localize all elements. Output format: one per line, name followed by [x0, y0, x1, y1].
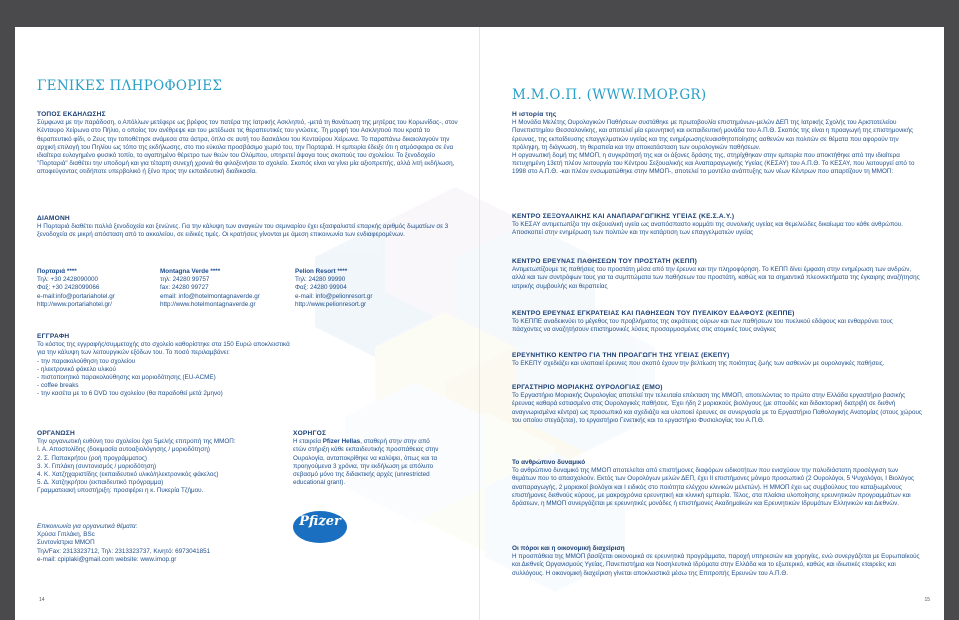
document-spread	[15, 27, 944, 620]
finance-text: Η προσπάθεια της ΜΜΟΠ βασίζεται οικονομικά σε ερευνητικά προγράμματα, παροχή υπηρεσιών και χορηγίες, ενώ συνεργάζεται με Ευρωπαϊκούς και Διεθνείς Οργανισμούς Υγείας, Πανεπιστήμια και Νοσηλευτικά Ιδρύματα στην Ελλάδα και το εξωτερικό, καθώς και ιδιωτικές εταιρείες και συλλόγους. Η οικονομική διαχείριση γίνεται αποκλειστικά μέσω της Επιτροπής Ερευνών του Α.Π.Θ.	[512, 553, 920, 577]
center-heading: ΚΕΝΤΡΟ ΕΡΕΥΝΑΣ ΠΑΘΗΣΕΩΝ ΤΟΥ ΠΡΟΣΤΑΤΗ (ΚΕΠΠ)	[512, 258, 698, 265]
hotel-name: Πορταριά ****	[37, 268, 77, 275]
sponsor-pre: Η εταιρεία	[293, 438, 323, 446]
hotel-fax: Φαξ: +30 2428099066	[37, 284, 100, 292]
center-text: Το Εργαστήριο Μοριακής Ουρολογίας αποτελεί την τελευταία επέκταση της ΜΜΟΠ, αποτελώντας το πρώτο στην Ελλάδα εργαστήριο βασικής έρευνας καθαρά εστιασμένο στις Ουρολογικές παθήσεις. Έχει ήδη 2 μοριακούς βιολόγους (με σπουδές και διδακτορική διατριβή σε διεθνή αναγνωρισμένα κέντρα) ως προσωπικό και σχεδιάζει και υλοποιεί έρευνες σε συνεργασία με το Εργαστήριο Παθολογικής Ανατομίας (στους χώρους του οποίου στεγάζεται), το εργαστήριο Γενετικής και το εργαστήριο Φυσιολογίας του Α.Π.Θ.	[512, 392, 922, 424]
history-section	[512, 111, 922, 177]
hotel-portaria	[37, 268, 167, 309]
left-page	[15, 27, 479, 620]
pfizer-logo	[292, 510, 348, 547]
stay-text: Η Πορταριά διαθέτει πολλά ξενοδοχεία και ξενώνες. Για την κάλυψη των αναγκών του σεμιναρίου έχει εξασφαλιστεί επαρκής αριθμός δωματίων σε 3 ξενοδοχεία σε μικρή απόσταση από το ακκολείου, σε ειδικές τιμές. Οι κρατήσεις γίνονται με άμεση επικοινωνία των ενδιαφερομένων.	[37, 223, 449, 239]
center-heading: ΕΡΕΥΝΗΤΙΚΟ ΚΕΝΤΡΟ ΓΙΑ ΤΗΝ ΠΡΟΑΓΩΓΗ ΤΗΣ ΥΓΕΙΑΣ (ΕΚΕΠΥ)	[512, 352, 730, 359]
center-heading: ΕΡΓΑΣΤΗΡΙΟ ΜΟΡΙΑΚΗΣ ΟΥΡΟΛΟΓΙΑΣ (ΕΜΟ)	[512, 384, 663, 391]
center-emo	[512, 384, 922, 425]
hotel-fax: Φαξ: 24280 99904	[295, 284, 347, 292]
list-item: 3. Χ. Γιπλάκη (συντονισμός / μοριοδότηση)	[37, 462, 157, 470]
list-item: - την παρακολούθηση του σχολείου	[37, 357, 136, 365]
center-ekepy	[512, 352, 922, 368]
center-text: Το ΕΚΕΠΥ σχεδιάζει και υλοποιεί έρευνες που σκοπό έχουν την βελτίωση της ποιότητας ζωής των ασθενών με ουρολογικές παθήσεις.	[512, 360, 885, 368]
hotel-website[interactable]: http://www.portariahotel.gr/	[37, 300, 112, 308]
list-item: - ηλεκτρονικό φάκελο υλικού	[37, 365, 116, 373]
hotel-montagna-verde	[160, 268, 290, 309]
organization-list	[37, 446, 287, 487]
page-number-right: 15	[924, 596, 930, 603]
list-item: 4. Κ. Χατζηχαριστίδης (εκπαιδευτικό υλικό/ηλεκτρονικός φάκελος)	[37, 471, 219, 479]
center-heading: ΚΕΝΤΡΟ ΕΡΕΥΝΑΣ ΕΓΚΡΑΤΕΙΑΣ ΚΑΙ ΠΑΘΗΣΕΩΝ ΤΟΥ ΠΥΕΛΙΚΟΥ ΕΔΑΦΟΥΣ (ΚΕΠΠΕ)	[512, 310, 795, 317]
hotel-tel: τηλ: 24280 99757	[160, 276, 210, 284]
history-heading: Η ιστορία της	[512, 111, 557, 118]
hotel-website[interactable]: http://www.hotelmontagnaverde.gr	[160, 300, 256, 308]
pfizer-logo-text: Pfizer	[299, 514, 341, 529]
sponsor-section	[293, 430, 443, 487]
left-page-title: ΓΕΝΙΚΕΣ ΠΛΗΡΟΦΟΡΙΕΣ	[37, 78, 223, 94]
hotel-name: Montagna Verde ****	[160, 268, 221, 275]
stay-heading: ΔΙΑΜΟΝΗ	[37, 215, 70, 222]
organizational-contact	[37, 523, 287, 564]
hotel-name: Pelion Resort ****	[295, 268, 348, 275]
human-text: Το ανθρώπινο δυναμικό της ΜΜΟΠ αποτελείται από επιστήμονες διαφόρων ειδικοτήτων που ενισχύουν την πολυδιάστατη προσέγγιση των θεμάτων που το απασχολούν. Εκτός των Ουρολόγων μελών ΔΕΠ, έχει ΙΙ επιστήμονες μόνιμο προσωπικό (2 Ουρολόγοι, 5 Ψυχολόγοι, Ι Βιολόγος αναπαραγωγής, 2 μοριακοί βιολόγοι και Ι ειδικός στο ποιότητα ελέγχου κλινικών μελετών). Η ΜΜΟΠ έχει ως συμβούλους του καταξιωμένους επιστήμονες διεθνούς κύρους, με μακροχρόνια ερευνητική και κλινική εμπειρία. Τέλος, στα πλαίσια υλοποίησης ερευνητικών προγραμμάτων και δράσεων, η ΜΜΟΠ συνεργάζεται με ερευνητικές μονάδες ή επιστήμονες Ακαδημαϊκών και Ερευνητικών Ιδρυμάτων Ελληνικών και Διεθνών.	[512, 467, 914, 508]
contact-role: Συντονίστρια ΜΜΟΠ	[37, 539, 95, 547]
hotel-website[interactable]: http://www.pelionresort.gr	[295, 300, 367, 308]
history-text-1: Η Μονάδα Μελέτης Ουρολογικών Παθήσεων συστάθηκε με πρωτοβουλία επιστημόνων-μελών ΔΕΠ της Ιατρικής Σχολής του Αριστοτελείου Πανεπιστημίου Θεσσαλονίκης, και αποτελεί μία ερευνητική και εκπαιδευτική μονάδα του Α.Π.Θ. Σκοπός της είναι η προαγωγή της επιστημονικής έρευνας, της εκπαίδευσης επαγγελματιών υγείας και της ενημέρωσης/ευαισθητοποίησης ασθενών και πολιτών σε θέματα που αφορούν την πρόληψη, τη διάγνωση, τη θεραπεία και την αποκατάσταση των ουρολογικών παθήσεων.	[512, 119, 914, 151]
hotel-fax: fax: 24280 99727	[160, 284, 209, 292]
contact-name: Χρύσα Γιπλάκη, BSc	[37, 531, 95, 539]
organization-heading: ΟΡΓΑΝΩΣΗ	[37, 430, 75, 437]
list-item: - πιστοποιητικό παρακολούθησης και μοριοδότησης (EU-ACME)	[37, 374, 216, 382]
center-kesay	[512, 213, 922, 238]
list-item: 2. Σ. Παπακρήτου (ροή προγράμματος)	[37, 454, 147, 462]
list-item: 5. Δ. Χατζηκρήτου (εκπαιδευτικό πρόγραμμα)	[37, 479, 164, 487]
hotel-tel: Τηλ: 24280 99990	[295, 276, 346, 284]
hotel-tel: Τηλ: +30 2428090000	[37, 276, 98, 284]
center-kepp	[512, 258, 922, 291]
registration-heading: ΕΓΓΡΑΦΗ	[37, 333, 70, 340]
center-keppe	[512, 310, 922, 335]
history-text-2: Η οργανωτική δομή της ΜΜΟΠ, η συγκρότησή της και οι άξονες δράσης της, στηρίχθηκαν στην εμπειρία που αποκτήθηκε από την ιδιαίτερα πετυχημένη 13ετή πλέον λειτουργία του Κέντρου Σεξουαλικής και Αναπαραγωγικής Υγείας (ΚΕΣΑΥ) του Α.Π.Θ. Το ΚΕΣΑΥ, που λειτουργεί από το 1998 στο Α.Π.Θ. -και πλέον ενσωματώθηκε στην ΜΜΟΠ-, αποτελεί το μοντέλο ανάπτυξης των νέων Κέντρων που απαρτίζουν τη ΜΜΟΠ:	[512, 152, 915, 176]
sponsor-heading: ΧΟΡΗΓΟΣ	[293, 430, 327, 437]
sponsor-body: , σταθερή στην στην από ετών στήριξη κάθε εκπαιδευτικής προσπάθειας στην Ουρολογία, ανταποκρίθηκε να καλύψει, όπως και τα προηγούμενα 3 χρόνια, την εκδήλωση με απόλυτο σεβασμό μόνο της διδακτικής αρχές (unrestricted educational grant).	[293, 438, 439, 487]
venue-section	[37, 111, 465, 177]
human-heading: Το ανθρώπινο δυναμικό	[512, 459, 586, 466]
contact-email-website[interactable]: e-mail: cpiplaki@gmail.com website: www.imop.gr	[37, 555, 177, 563]
organization-note: Γραμματειακή υποστήριξη: προσφέρει η κ. Πυκερία Τζήμου.	[37, 487, 204, 495]
right-page-title: Μ.Μ.Ο.Π. (WWW.IMOP.GR)	[512, 87, 707, 103]
center-text: Αντιμετωπίζουμε τις παθήσεις του προστάτη μέσα από την έρευνα και την πληροφόρηση. Το ΚΕΠΠ δίνει έμφαση στην ενημέρωση των ανδρών, αλλά και των συντρόφων τους για τα συμπτώματα των παθήσεων του προστάτη, καθώς και τα σημαντικά πλεονεκτήματα της έγκαιρης αναζήτησης ιατρικής συμβουλής και θεραπείας	[512, 266, 920, 290]
registration-list	[37, 358, 299, 399]
organization-intro: Την οργανωτική ευθύνη του σχολείου έχει 5μελής επιτροπή της ΜΜΟΠ:	[37, 438, 236, 446]
registration-section	[37, 333, 299, 399]
center-text: Το ΚΕΣΑΥ αντιμετωπίζει την σεξουαλική υγεία ως αναπόσπαστο κομμάτι της συνολικής υγείας και θεμελιώδες δικαίωμα του κάθε ανθρώπου. Αποσκοπεί στην ενημέρωση των πολιτών και την κατάρτιση των επαγγελματιών υγείας	[512, 221, 903, 237]
finance-section	[512, 545, 922, 578]
hotel-email[interactable]: e-mail:info@portariahotel.gr	[37, 292, 115, 300]
venue-heading: ΤΟΠΟΣ ΕΚΔΗΛΩΣΗΣ	[37, 111, 106, 118]
sponsor-text	[293, 438, 443, 487]
page-number-left: 14	[39, 596, 45, 603]
center-heading: ΚΕΝΤΡΟ ΣΕΞΟΥΑΛΙΚΗΣ ΚΑΙ ΑΝΑΠΑΡΑΓΩΓΙΚΗΣ ΥΓΕΙΑΣ (ΚΕ.Σ.Α.Υ.)	[512, 213, 735, 220]
stay-section	[37, 215, 467, 240]
center-text: Το ΚΕΠΠΕ αναδεικνύει το μέγεθος του προβλήματος της ακράτειας ούρων και των παθήσεων του πυελικού εδάφους και ενθαρρύνει τους πάσχοντες να αναζητήσουν επιστημονικές λύσεις προσαρμοσμένες στις ατομικές τους ανάγκες	[512, 318, 893, 334]
contact-title: Επικοινωνία για οργανωτικά θέματα:	[37, 523, 138, 530]
list-item: Ι. Α. Αποστολίδης (δοκιμασία αυτοαξιολόγησης / μοριοδότηση)	[37, 446, 210, 454]
sponsor-company: Pfizer Hellas	[322, 438, 361, 446]
right-page	[480, 27, 944, 620]
human-resources-section	[512, 459, 922, 508]
list-item: - την κασέτα με το 6 DVD του σχολείου (θα παραδοθεί μετά 2μηνο)	[37, 390, 223, 398]
hotel-email[interactable]: e-mail: info@pelionresort.gr	[295, 292, 373, 300]
contact-phones: Τηλ/Fax: 2313323712, Τηλ: 2313323737, Κινητό: 6973041851	[37, 547, 211, 555]
finance-heading: Οι πόροι και η οικονομική διαχείριση	[512, 545, 625, 552]
hotel-email[interactable]: email: info@hotelmontagnaverde.gr	[160, 292, 260, 300]
hotel-pelion-resort	[295, 268, 425, 309]
venue-text: Σύμφωνα με την παράδοση, ο Απόλλων μετέφερε ως βρέφος τον πατέρα της Ιατρικής Ασκληπιό, -μετά τη θανάτωση της μητέρας του Κορωνίδας-, στον Κένταυρο Χείρωνα στο Πήλιο, ο οποίος τον ανέθρεψε και του μετέδωσε τις θεραπευτικές του γνώσεις. Τη μορφή του Ασκληπιού που κρατά το θεραπευτικό φίδι, ο Ζευς την τοποθέτησε ανάμεσα στα άστρα, όπλο σε αυτή του δασκάλου του Κενταύρου Χείρωνα. Το παραπάνω δικαιολογούν την αρχική επιλογή του Πηλίου ως τόπο της εκδήλωσης, στο πιο εύκολα προσβάσιμο χωριό του, την Πορταριά. Η εμπειρία έδειξε ότι η ατμόσφαιρα σε ένα ιδιαίτερα ευλογημένο φυσικό τοπίο, το αγαπημένο θέρετρο των θεών του Ολύμπου, υπηρετεί άψογα τους σκοπούς του σχολείου. Το ξενοδοχείο "Πορταριά" διαθέτει την υποδομή και για τέταρτη συνεχή χρονιά θα φιλοξενήσει το σχολείο. Σκοπός είναι να γίνει μία αξιοπρεπής, αλλά λιτή εκδήλωση, αποφεύγοντας οτιδήποτε υπερβολικό ή ξένο προς την εκπαιδευτική διαδικασία.	[37, 119, 458, 176]
organization-section	[37, 430, 287, 496]
list-item: - coffee breaks	[37, 382, 79, 390]
registration-text: Το κόστος της εγγραφής/συμμετοχής στο σχολείο καθορίστηκε στα 150 Ευρώ αποκλειστικά για την κάλυψη των λειτουργικών εξόδων του. Το ποσό περιλαμβάνει:	[37, 341, 290, 357]
